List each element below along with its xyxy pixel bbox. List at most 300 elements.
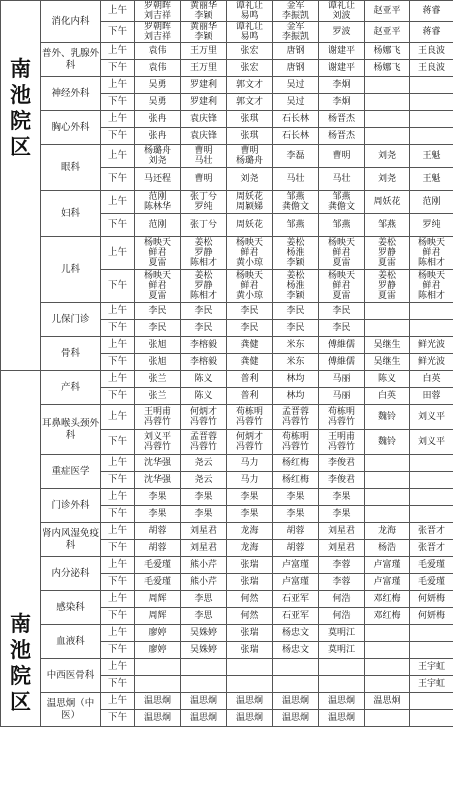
doctor-cell [319,523,365,540]
doctor-name: 范刚 [148,192,167,202]
doctor-name: 白英 [422,374,441,384]
doctor-cell [410,455,453,472]
doctor-name: 罗静 [377,248,396,258]
doctor-name: 林均 [286,391,305,401]
doctor-name: 李颖 [286,291,305,301]
doctor-name: 刘星君 [327,526,355,536]
doctor-cell [135,354,181,371]
doctor-name: 周辉 [148,611,167,621]
session-label: 上午 [101,659,135,676]
doctor-name: 温思炯 [235,713,263,723]
doctor-name: 沈华强 [143,475,171,485]
doctor-name: 鲜君 [422,281,441,291]
doctor-name: 马力 [240,475,259,485]
department-name: 骨科 [41,337,101,371]
session-label: 下午 [101,710,135,727]
doctor-name: 李振凯 [281,32,309,42]
doctor-name: 卢富瑾 [373,560,401,570]
doctor-name: 温思炯 [143,696,171,706]
doctor-name: 吴过 [286,97,305,107]
doctor-cell [319,191,365,214]
doctor-name: 冯蓉竹 [235,442,263,452]
doctor-cell [410,128,453,145]
doctor-cell [319,77,365,94]
department-name: 消化内科 [41,1,101,43]
doctor-name: 龚儋文 [281,202,309,212]
session-label: 下午 [101,214,135,237]
doctor-name: 周妖花 [235,192,263,202]
doctor-name: 温思炯 [281,696,309,706]
doctor-cell [135,371,181,388]
doctor-cell [319,303,365,320]
doctor-cell [319,111,365,128]
doctor-name: 白英 [377,391,396,401]
doctor-name: 陈相才 [417,291,445,301]
doctor-cell [410,303,453,320]
doctor-cell [181,676,227,693]
doctor-name: 唐钢 [286,46,305,56]
doctor-cell [227,320,273,337]
doctor-cell [273,472,319,489]
doctor-cell [227,214,273,237]
doctor-cell [135,574,181,591]
doctor-name: 罗纯 [194,202,213,212]
doctor-cell [273,557,319,574]
doctor-cell [181,591,227,608]
doctor-cell [273,22,319,43]
session-label: 上午 [101,625,135,642]
doctor-cell [319,557,365,574]
doctor-name: 杨红梅 [281,458,309,468]
doctor-cell [227,710,273,727]
doctor-cell [227,625,273,642]
doctor-name: 李果 [240,509,259,519]
doctor-name: 苟栋明 [327,407,355,417]
doctor-name: 张琪 [240,114,259,124]
doctor-name: 王宇虹 [417,662,445,672]
doctor-cell [227,430,273,455]
doctor-name: 罗静 [194,281,213,291]
doctor-cell [273,506,319,523]
doctor-cell [365,659,410,676]
session-label: 上午 [101,557,135,574]
doctor-name: 杨璐舟 [143,146,171,156]
doctor-cell [181,77,227,94]
doctor-name: 何然 [240,594,259,604]
session-label: 下午 [101,94,135,111]
doctor-cell [273,371,319,388]
doctor-name: 冯蓉竹 [143,417,171,427]
doctor-name: 金军 [286,1,305,11]
doctor-name: 石长林 [281,131,309,141]
doctor-name: 杨映天 [417,271,445,281]
doctor-cell [410,60,453,77]
doctor-name: 冯蓉竹 [143,442,171,452]
session-label: 上午 [101,191,135,214]
doctor-name: 夏雷 [148,258,167,268]
doctor-cell [135,405,181,430]
doctor-cell [135,111,181,128]
doctor-name: 李果 [148,492,167,502]
department-name: 妇科 [41,191,101,237]
doctor-name: 杨娜飞 [373,63,401,73]
doctor-name: 杨淮 [286,281,305,291]
doctor-name: 陈相才 [417,258,445,268]
doctor-cell [227,60,273,77]
doctor-name: 李民 [240,306,259,316]
doctor-name: 孟晋蓉 [281,407,309,417]
doctor-name: 温思炯 [327,696,355,706]
doctor-cell [181,574,227,591]
doctor-cell [227,591,273,608]
doctor-cell [273,145,319,168]
doctor-cell [181,94,227,111]
doctor-cell [135,168,181,191]
doctor-name: 王万里 [189,46,217,56]
doctor-name: 普利 [240,374,259,384]
doctor-name: 夏雷 [377,258,396,268]
doctor-cell [181,472,227,489]
doctor-cell [273,354,319,371]
doctor-cell [365,625,410,642]
session-label: 下午 [101,430,135,455]
department-name: 中西医骨科 [41,659,101,693]
doctor-cell [410,608,453,625]
doctor-cell [410,430,453,455]
doctor-name: 马力 [240,458,259,468]
doctor-cell [227,642,273,659]
doctor-cell [319,22,365,43]
doctor-cell [135,77,181,94]
doctor-cell [181,214,227,237]
doctor-name: 陈义 [377,374,396,384]
department-name: 产科 [41,371,101,405]
session-label: 下午 [101,574,135,591]
doctor-name: 罗波 [332,27,351,37]
doctor-cell [365,111,410,128]
doctor-cell [319,574,365,591]
doctor-cell [181,608,227,625]
doctor-name: 刘尧 [148,156,167,166]
doctor-cell [319,145,365,168]
doctor-name: 刘义平 [417,437,445,447]
doctor-name: 罗朝晖 [143,1,171,11]
doctor-name: 林均 [286,374,305,384]
doctor-cell [410,77,453,94]
doctor-name: 石亚军 [281,594,309,604]
doctor-cell [319,540,365,557]
doctor-name: 王魁 [422,151,441,161]
doctor-cell [410,371,453,388]
department-name: 重症医学 [41,455,101,489]
doctor-name: 王万里 [189,63,217,73]
doctor-name: 张兰 [148,374,167,384]
doctor-cell [365,540,410,557]
doctor-cell [181,320,227,337]
doctor-cell [135,591,181,608]
doctor-cell [410,111,453,128]
doctor-cell [135,388,181,405]
doctor-cell [319,237,365,270]
doctor-name: 李炯 [332,97,351,107]
doctor-cell [273,710,319,727]
table-row [1,405,453,430]
doctor-name: 魏铃 [377,412,396,422]
doctor-cell [410,191,453,214]
doctor-name: 马壮 [194,156,213,166]
doctor-name: 袁庆锋 [189,131,217,141]
doctor-cell [181,405,227,430]
doctor-name: 李颖 [194,32,213,42]
doctor-name: 卢富瑾 [281,577,309,587]
doctor-cell [181,111,227,128]
doctor-cell [365,608,410,625]
doctor-cell [319,270,365,303]
doctor-cell [227,659,273,676]
doctor-name: 熊小芹 [189,577,217,587]
doctor-cell [410,472,453,489]
doctor-cell [227,111,273,128]
doctor-name: 杨映天 [143,238,171,248]
doctor-cell [410,506,453,523]
doctor-name: 邹燕 [286,220,305,230]
doctor-cell [365,145,410,168]
doctor-name: 罗纯 [422,220,441,230]
doctor-cell [181,430,227,455]
doctor-cell [410,354,453,371]
doctor-name: 马壮 [332,174,351,184]
doctor-name: 鲜君 [148,248,167,258]
doctor-name: 李果 [240,492,259,502]
doctor-name: 龚健 [240,357,259,367]
doctor-name: 周颖娣 [235,202,263,212]
doctor-name: 李果 [194,509,213,519]
doctor-name: 魏铃 [377,437,396,447]
doctor-name: 傅維儒 [327,340,355,350]
doctor-cell [181,523,227,540]
doctor-cell [365,43,410,60]
department-name: 儿保门诊 [41,303,101,337]
doctor-cell [410,659,453,676]
doctor-name: 杨映天 [417,238,445,248]
doctor-cell [365,676,410,693]
doctor-cell [365,523,410,540]
doctor-name: 马丽 [332,374,351,384]
doctor-name: 傅維儒 [327,357,355,367]
doctor-cell [273,693,319,710]
doctor-name: 张旭 [148,357,167,367]
department-name: 温思炯（中医） [41,693,101,727]
session-label: 下午 [101,540,135,557]
doctor-cell [410,540,453,557]
doctor-name: 易鸣 [240,32,259,42]
doctor-name: 易鸣 [240,11,259,21]
doctor-cell [365,388,410,405]
table-row [1,191,453,214]
doctor-cell [319,489,365,506]
doctor-cell [410,710,453,727]
campus-label: 南池院区 [1,1,41,371]
doctor-name: 何炳才 [189,407,217,417]
doctor-cell [365,60,410,77]
doctor-name: 周辉 [148,594,167,604]
doctor-cell [135,128,181,145]
doctor-cell [365,506,410,523]
doctor-name: 夏雷 [332,258,351,268]
doctor-cell [365,354,410,371]
doctor-name: 冯蓉竹 [327,417,355,427]
doctor-name: 温思炯 [143,713,171,723]
doctor-name: 陈相才 [189,291,217,301]
doctor-name: 王良波 [417,63,445,73]
doctor-cell [227,270,273,303]
session-label: 上午 [101,693,135,710]
doctor-cell [227,128,273,145]
doctor-name: 张宏 [240,46,259,56]
doctor-name: 杨晋杰 [327,114,355,124]
doctor-cell [227,506,273,523]
doctor-cell [227,337,273,354]
doctor-cell [227,191,273,214]
doctor-cell [273,77,319,94]
doctor-name: 吴过 [286,80,305,90]
doctor-cell [227,388,273,405]
table-row [1,489,453,506]
doctor-cell [135,676,181,693]
doctor-name: 马还程 [143,174,171,184]
doctor-cell [273,320,319,337]
session-label: 下午 [101,506,135,523]
doctor-name: 何浩 [332,594,351,604]
doctor-cell [410,388,453,405]
doctor-cell [227,94,273,111]
doctor-cell [273,270,319,303]
doctor-cell [273,303,319,320]
table-row [1,693,453,710]
department-name: 眼科 [41,145,101,191]
doctor-cell [410,676,453,693]
doctor-cell [410,523,453,540]
doctor-name: 普利 [240,391,259,401]
doctor-name: 何炳才 [235,432,263,442]
session-label: 上午 [101,371,135,388]
doctor-cell [410,43,453,60]
doctor-name: 袁庆锋 [189,114,217,124]
doctor-cell [410,591,453,608]
doctor-cell [273,337,319,354]
doctor-cell [227,405,273,430]
doctor-name: 夏雷 [377,291,396,301]
session-label: 下午 [101,676,135,693]
session-label: 上午 [101,337,135,354]
doctor-name: 杨忠文 [281,645,309,655]
doctor-cell [227,523,273,540]
table-row [1,337,453,354]
doctor-name: 曹明 [194,146,213,156]
doctor-name: 莫明江 [327,628,355,638]
doctor-name: 刘星君 [189,543,217,553]
doctor-cell [410,574,453,591]
doctor-name: 李思 [194,611,213,621]
doctor-cell [319,591,365,608]
doctor-cell [181,659,227,676]
doctor-name: 刘星君 [327,543,355,553]
doctor-name: 李民 [332,323,351,333]
doctor-cell [181,455,227,472]
doctor-name: 毛爱瑾 [143,560,171,570]
doctor-cell [319,128,365,145]
doctor-cell [135,94,181,111]
doctor-cell [181,642,227,659]
doctor-cell [135,540,181,557]
department-name: 内分泌科 [41,557,101,591]
doctor-name: 张琪 [240,131,259,141]
doctor-name: 鲜君 [332,248,351,258]
doctor-cell [273,168,319,191]
doctor-name: 李榕毅 [189,340,217,350]
session-label: 上午 [101,489,135,506]
doctor-name: 陈相才 [189,258,217,268]
doctor-cell [319,60,365,77]
session-label: 下午 [101,128,135,145]
doctor-cell [410,405,453,430]
session-label: 上午 [101,111,135,128]
doctor-name: 杨浩 [377,543,396,553]
doctor-name: 温思炯 [235,696,263,706]
doctor-cell [273,43,319,60]
table-row [1,303,453,320]
doctor-name: 何妍梅 [417,594,445,604]
doctor-cell [181,191,227,214]
campus-label: 南池院区 [1,371,41,727]
session-label: 上午 [101,591,135,608]
doctor-name: 杨映天 [143,271,171,281]
doctor-cell [365,94,410,111]
doctor-cell [273,405,319,430]
doctor-cell [365,337,410,354]
doctor-name: 王明甫 [327,432,355,442]
doctor-cell [319,337,365,354]
doctor-name: 温思炯 [327,713,355,723]
doctor-cell [365,128,410,145]
session-label: 下午 [101,642,135,659]
doctor-cell [410,693,453,710]
doctor-cell [410,557,453,574]
doctor-name: 李果 [286,509,305,519]
doctor-name: 鲜光波 [417,357,445,367]
doctor-cell [273,214,319,237]
doctor-name: 冯蓉竹 [281,442,309,452]
doctor-cell [227,540,273,557]
doctor-cell [410,270,453,303]
table-row [1,557,453,574]
doctor-cell [273,574,319,591]
doctor-name: 刘义平 [143,432,171,442]
doctor-name: 杨晋杰 [327,131,355,141]
doctor-cell [273,388,319,405]
doctor-cell [181,168,227,191]
doctor-name: 姜松 [286,271,305,281]
doctor-name: 蒋睿 [422,6,441,16]
doctor-name: 吴继生 [373,340,401,350]
doctor-cell [319,676,365,693]
doctor-name: 曹明 [240,146,259,156]
doctor-name: 冯蓉竹 [281,417,309,427]
doctor-name: 吴继生 [373,357,401,367]
doctor-name: 蒋睿 [422,27,441,37]
doctor-cell [273,237,319,270]
doctor-name: 李果 [332,492,351,502]
